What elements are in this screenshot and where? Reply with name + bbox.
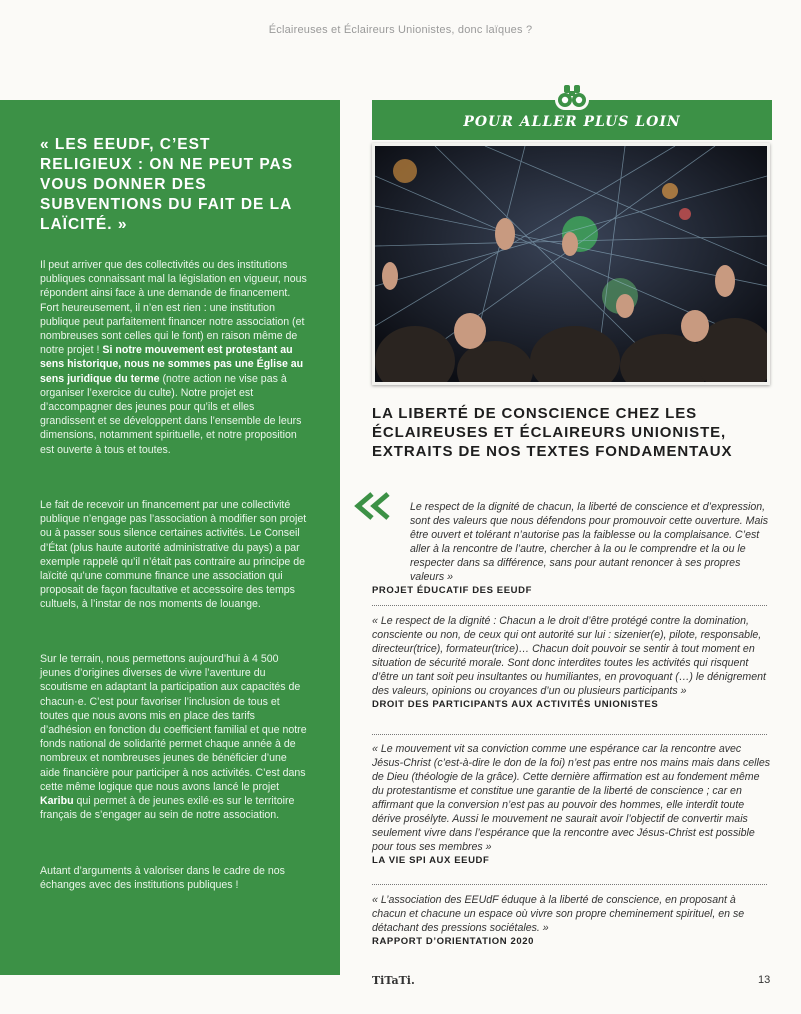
binoculars-icon (555, 82, 589, 110)
quote-block (372, 500, 772, 598)
quote-text: « L’association des EEUdF éduque à la liberté de conscience, en proposant à chacun et chacune un espace où vivre son propre cheminement spirituel, en se détachant des pressions sociétales. » (372, 894, 745, 934)
quote-source: LA VIE SPI AUX EEUDF (372, 855, 490, 866)
quote-source: RAPPORT D’ORIENTATION 2020 (372, 936, 534, 947)
quote-text: « Le mouvement vit sa conviction comme une espérance car la rencontre avec Jésus-Christ (c’est-à-dire le don de la foi) n’est pas entre nos mains mais dans celles de Dieu (théologie de la grâce). Cette dernière affirmation est au fondement même du protestantisme et constitue une garantie de la liberté de conscience ; car en affirmant que la conversion n’est pas au pouvoir des hommes, elle interdit toute dérive prosélyte. Aussi le mouvement ne saurait avoir l’objectif de convertir mais seulement vivre dans l’espérance que la rencontre avec Jésus-Christ est possible pour tous ses membres » (372, 743, 771, 853)
concert-crowd-photo (372, 143, 770, 385)
pull-quote: « LES EEUDF, C’EST RELIGIEUX : ON NE PEUT PAS VOUS DONNER DES SUBVENTIONS DU FAIT DE LA LAÏCITÉ. » (40, 136, 294, 233)
quote-source: DROIT DES PARTICIPANTS AUX ACTIVITÉS UNIONISTES (372, 699, 659, 710)
paragraph-4: Autant d’arguments à valoriser dans le cadre de nos échanges avec des institutions publiques ! (40, 865, 285, 892)
magazine-logo: TiTaTi. (372, 974, 415, 987)
paragraph-3: Sur le terrain, nous permettons aujourd’hui à 4 500 jeunes d’origines diverses de vivre l’aventure du scoutisme en adaptant la participation aux capacités de chacun·e. C’est pour favoriser l’inclusion de tous et toutes que nous avons mis en place des tarifs d’adhésion en fonction du coefficient familial et que notre fonds national de solidarité permet chaque année à de nombreux et nombreuses jeunes de bénéficier d’une aide financière pour participer à nos activités. C’est dans cette même logique que nous avons lancé le projet Karibu qui permet à de jeunes exilé·es sur le territoire français de s’engager au sein de notre association. (40, 653, 307, 822)
quote-block (372, 893, 772, 949)
quote-source: PROJET ÉDUCATIF DES EEUDF (372, 585, 532, 596)
running-header: Éclaireuses et Éclaireurs Unionistes, donc laïques ? (268, 24, 533, 36)
quote-text: Le respect de la dignité de chacun, la liberté de conscience et d’expression, sont des valeurs que nous défendons pour promouvoir cette ouverture. Mais être ouvert et tolérant n’autorise pas la faiblesse ou la complaisance. C’est aller à la rencontre de l’autre, chercher à la ou le comprendre et la ou le respecter dans sa différence, sans pour autant renoncer à ses propres valeurs » (410, 501, 769, 583)
divider (372, 884, 767, 885)
section-title: LA LIBERTÉ DE CONSCIENCE CHEZ LES ÉCLAIREUSES ET ÉCLAIREURS UNIONISTE, EXTRAITS DE NOS TEXTES FONDAMENTAUX (372, 405, 733, 460)
quote-block (372, 742, 772, 868)
quote-text: « Le respect de la dignité : Chacun a le droit d’être protégé contre la domination, consciente ou non, de ceux qui ont autorité sur lui : sizenier(e), pilote, responsable, directeur(trice), formateur(trice)… Chacun doit pouvoir se sentir à tout moment en situation de sécurité morale. Sont donc interdites toutes les activités qui risquent d’être un tant soit peu insultantes ou humiliantes, en provoquant (…) le dénigrement des valeurs, opinions ou croyances d’un ou plusieurs participants » (372, 615, 766, 697)
paragraph-2: Le fait de recevoir un financement par une collectivité publique n’engage pas l’association à modifier son projet ou à passer sous silence certaines activités. Le Conseil d’État (plus haute autorité administrative du pays) a par exemple rappelé qu’il n’était pas contraire au principe de laïcité qu’une commune finance une association qui proposait de façon facultative et accessoire des temps cultuels, à l’instar de nos moments de louange. (40, 499, 307, 611)
divider (372, 605, 767, 606)
banner-title: POUR ALLER PLUS LOIN (463, 114, 681, 130)
page-number: 13 (758, 974, 771, 986)
divider (372, 734, 767, 735)
paragraph-1: Il peut arriver que des collectivités ou des institutions publiques connaissant mal la législation en vigueur, nous répondent ainsi face à une demande de financement. Fort heureusement, il n’en est rien : une institution publique peut parfaitement financer notre association (et nombreuses sont celles qui le font) en raison même de notre projet ! Si notre mouvement est protestant au sens historique, nous ne sommes pas une Église au sens juridique du terme (notre action ne vise pas à organiser l’exercice du culte). Notre projet est d’accompagner des jeunes pour qu’ils et elles grandissent et se développent dans l’ensemble de leurs dimensions, notamment spirituelle, et notre proposition est ouverte à tous et toutes. (40, 259, 307, 456)
quote-block (372, 614, 772, 712)
